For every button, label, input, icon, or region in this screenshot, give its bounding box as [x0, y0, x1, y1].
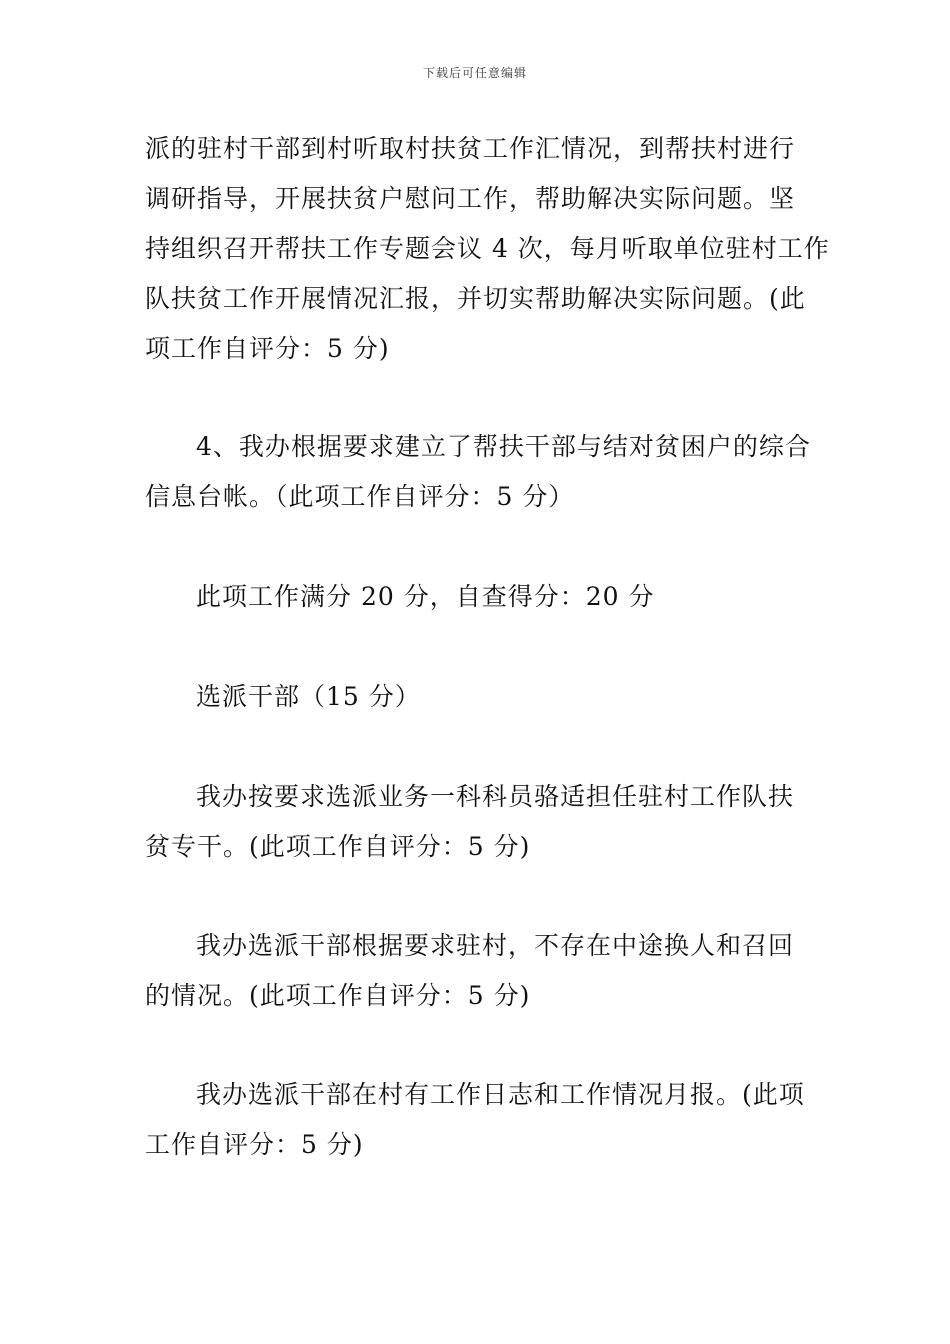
text-line: 4、我办根据要求建立了帮扶干部与结对贫困户的综合: [196, 432, 811, 461]
text-line: 派的驻村干部到村听取村扶贫工作汇情况，到帮扶村进行: [145, 134, 796, 163]
text-line: 持组织召开帮扶工作专题会议 4 次，每月听取单位驻村工作: [145, 234, 830, 263]
text-line: 的情况。(此项工作自评分：5 分): [145, 981, 531, 1010]
text-line: 我办选派干部在村有工作日志和工作情况月报。(此项: [196, 1080, 805, 1109]
text-line: 信息台帐。（此项工作自评分：5 分）: [145, 482, 575, 511]
text-line: 贫专干。(此项工作自评分：5 分): [145, 832, 531, 861]
text-line: 此项工作满分 20 分，自查得分：20 分: [196, 582, 655, 611]
text-line: 调研指导，开展扶贫户慰问工作，帮助解决实际问题。坚: [145, 184, 796, 213]
text-line: 队扶贫工作开展情况汇报，并切实帮助解决实际问题。(此: [145, 284, 806, 313]
text-line: 项工作自评分：5 分): [145, 334, 390, 363]
text-line: 工作自评分：5 分): [145, 1130, 364, 1159]
text-line: 我办按要求选派业务一科科员骆适担任驻村工作队扶: [196, 782, 795, 811]
text-line: 选派干部（15 分）: [196, 682, 421, 711]
text-line: 我办选派干部根据要求驻村，不存在中途换人和召回: [196, 931, 795, 960]
page-header: 下载后可任意编辑: [422, 66, 527, 80]
